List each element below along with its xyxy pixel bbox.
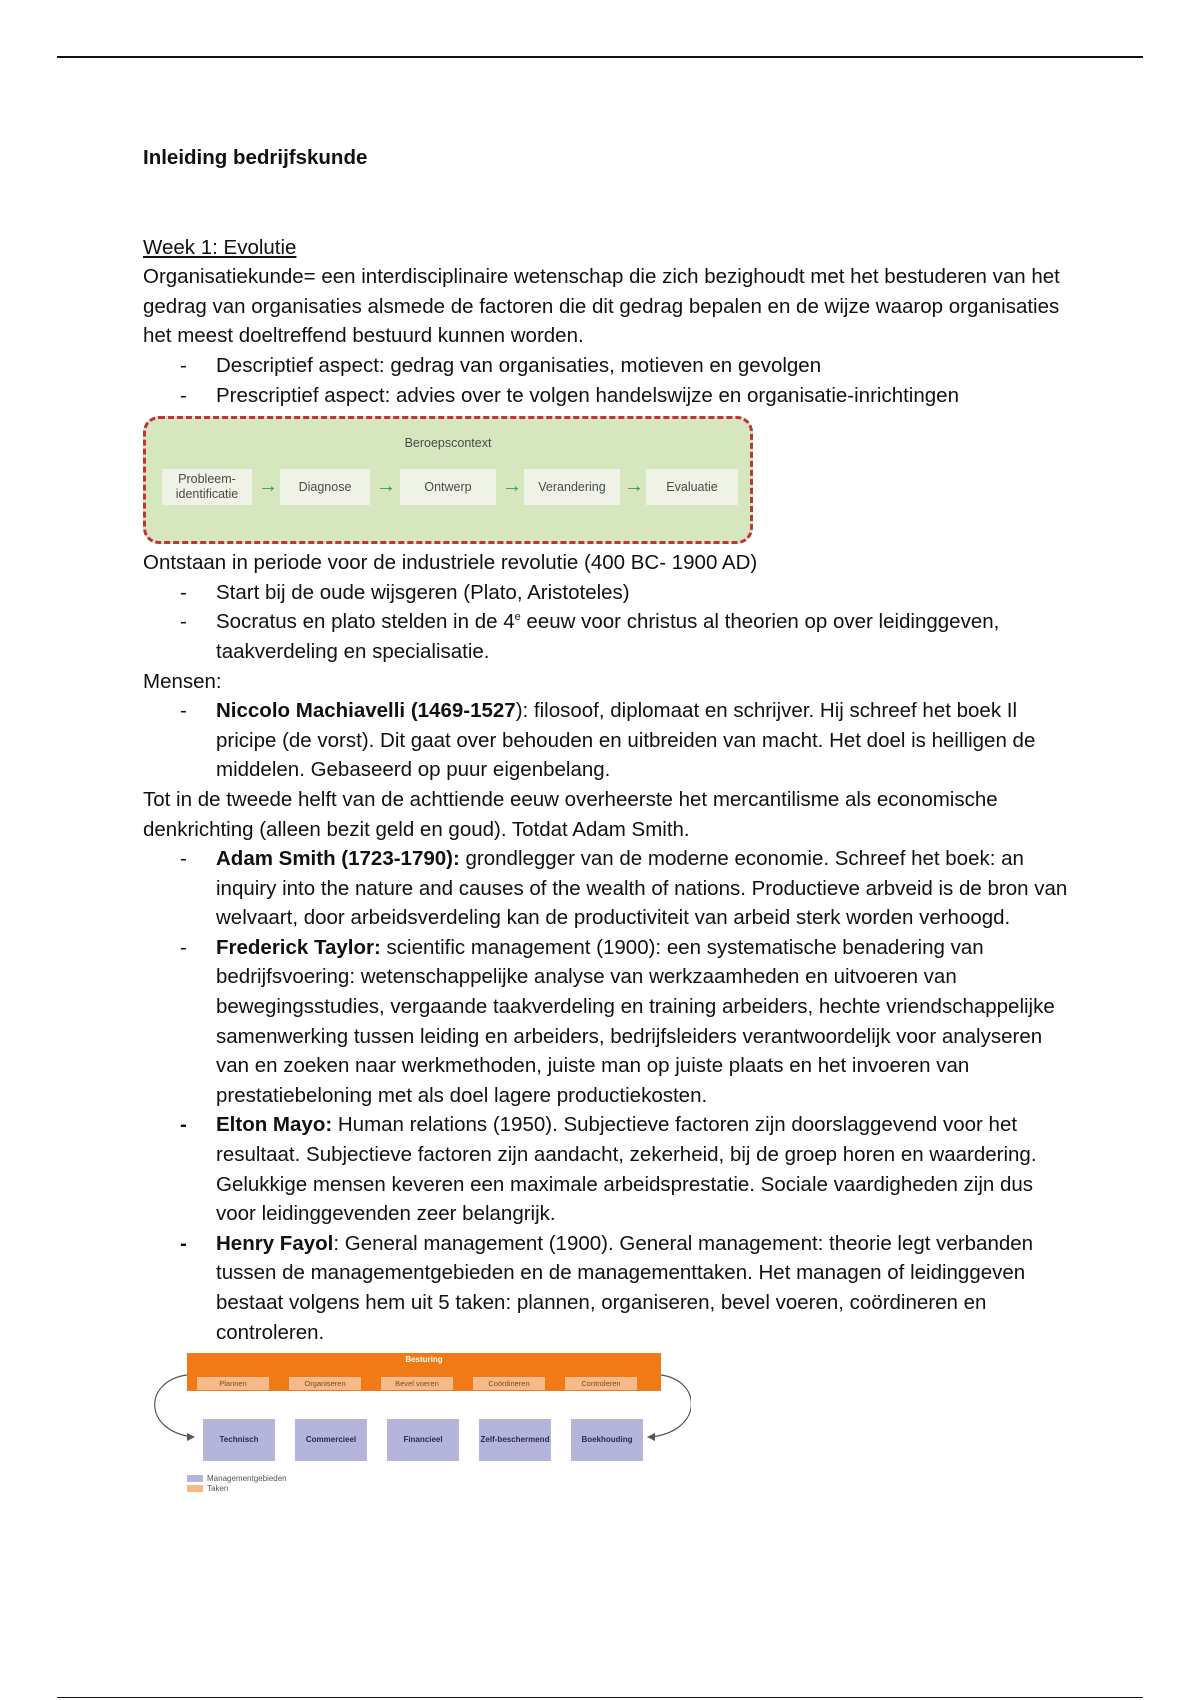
people-list-2 [143,844,1073,1347]
legend-swatch-tasks [187,1485,203,1492]
bar-label: Besturing [405,1355,443,1365]
person-description: : General management (1900). General management: theorie legt verbanden tussen de managementgebieden en de managementtaken. Het managen of leidinggeven bestaat volgens hem uit 5 taken: plannen, organiseren, bevel voeren, coördineren en controleren. [216,1231,1034,1344]
aspects-list [143,351,1073,410]
list-item [180,351,1073,381]
person-name: Henry Fayol [216,1231,334,1255]
origin-paragraph: Ontstaan in periode voor de industriele revolutie (400 BC- 1900 AD) [143,551,758,575]
person-name: Adam Smith (1723-1790): [216,847,460,871]
diagram-step: Diagnose [280,469,370,505]
arrow-right-icon: → [376,475,396,498]
arrow-right-icon: → [502,475,522,498]
diagram-step: Verandering [524,469,620,505]
aspect-descriptive: Descriptief aspect: gedrag van organisaties, motieven en gevolgen [216,353,822,377]
definition-paragraph: Organisatiekunde= een interdisciplinaire wetenschap die zich bezighoudt met het bestuderen van het gedrag van organisaties alsmede de factoren die dit gedrag bepalen en de wijze waarop organisaties het meest doeltreffend bestuurd kunnen worden. [143,265,1060,348]
dash-bullet: - [180,353,187,377]
area-box: Technisch [203,1419,275,1461]
dash-bullet: - [180,1231,187,1255]
dash-bullet: - [180,935,187,959]
list-item [180,381,1073,411]
diagram-step: Evaluatie [646,469,738,505]
legend-swatch-areas [187,1475,203,1482]
person-name: Niccolo Machiavelli (1469-1527 [216,699,516,723]
diagram-context-label: Beroepscontext [404,436,492,451]
task-box: Plannen [197,1377,269,1390]
person-description: scientific management (1900): een systematische benadering van bedrijfsvoering: wetenschappelijke analyse van werkzaamheden en uitvoeren van bewegingsstudies, vergaande taakverdeling en training arbeiders, hechte vriendschappelijke samenwerking tussen leiding en arbeiders, bedrijfsleiders verantwoordelijk voor analyseren van en zoeken naar werkmethoden, juiste man op juiste plaats en het invoeren van prestatiebeloning met als doel lagere productiekosten. [216,935,1055,1107]
mercantilism-paragraph: Tot in de tweede helft van de achttiende eeuw overheerste het mercantilisme als economische denkrichting (alleen bezit geld en goud). Totdat Adam Smith. [143,787,998,841]
origin-list [143,578,1073,667]
person-name: Frederick Taylor: [216,935,381,959]
dash-bullet: - [180,610,187,634]
list-item [180,696,1073,785]
origin-item: Start bij de oude wijsgeren (Plato, Aristoteles) [216,580,630,604]
list-item [180,1110,1073,1228]
diagram-step: Ontwerp [400,469,496,505]
area-box: Financieel [387,1419,459,1461]
week-heading: Week 1: Evolutie [143,235,297,259]
header-rule [57,56,1143,58]
list-item [180,933,1073,1111]
aspect-prescriptive: Prescriptief aspect: advies over te volgen handelswijze en organisatie-inrichtingen [216,383,959,407]
list-item [180,1229,1073,1347]
arrow-right-icon: → [624,475,644,498]
document-title: Inleiding bedrijfskunde [143,146,368,169]
process-diagram [143,416,753,544]
dash-bullet: - [180,1113,187,1137]
task-box: Controleren [565,1377,637,1390]
list-item [180,844,1073,933]
person-name: Elton Mayo: [216,1113,333,1137]
area-box: Zelf-beschermend [479,1419,551,1461]
fayol-diagram [143,1351,691,1503]
arrow-right-icon: → [258,475,278,498]
dash-bullet: - [180,383,187,407]
people-list-1 [143,696,1073,785]
management-bar [187,1353,661,1391]
task-box: Organiseren [289,1377,361,1390]
legend-label: Taken [207,1484,229,1494]
dash-bullet: - [180,580,187,604]
person-description: grondlegger van de moderne economie. Schreef het boek: an inquiry into the nature and causes of the wealth of nations. Productieve arbveid is de bron van welvaart, door arbeidsverdeling kan de productiviteit van arbeid sterk worden verhoogd. [216,847,1068,930]
dash-bullet: - [180,847,187,871]
legend-label: Managementgebieden [207,1474,287,1484]
origin-item-pre: Socratus en plato stelden in de 4 [216,610,515,634]
person-description: ): filosoof, diplomaat en schrijver. Hij schreef het boek Il pricipe (de vorst). Dit gaat over behouden en uitbreiden van macht. Het doel is heilligen de middelen. Gebaseerd op puur eigenbelang. [216,699,1036,782]
superscript: e [514,611,521,624]
footer-rule [57,1697,1143,1698]
document-body [143,143,1073,1503]
area-box: Boekhouding [571,1419,643,1461]
dash-bullet: - [180,699,187,723]
task-box: Coördineren [473,1377,545,1390]
list-item [180,578,1073,608]
origin-item-post: eeuw voor christus al theorien op over leidinggeven, taakverdeling en specialisatie. [216,610,1000,663]
people-label: Mensen: [143,669,222,693]
task-box: Bevel voeren [381,1377,453,1390]
list-item [180,607,1073,666]
diagram-step: Probleem-identificatie [162,469,252,505]
person-description: Human relations (1950). Subjectieve factoren zijn doorslaggevend voor het resultaat. Subjectieve factoren zijn aandacht, zekerheid, bij de groep horen en waardering. Gelukkige mensen keveren een maximale arbeidsprestatie. Sociale vaardigheden zijn dus voor leidinggevenden zeer belangrijk. [216,1113,1037,1226]
area-box: Commercieel [295,1419,367,1461]
